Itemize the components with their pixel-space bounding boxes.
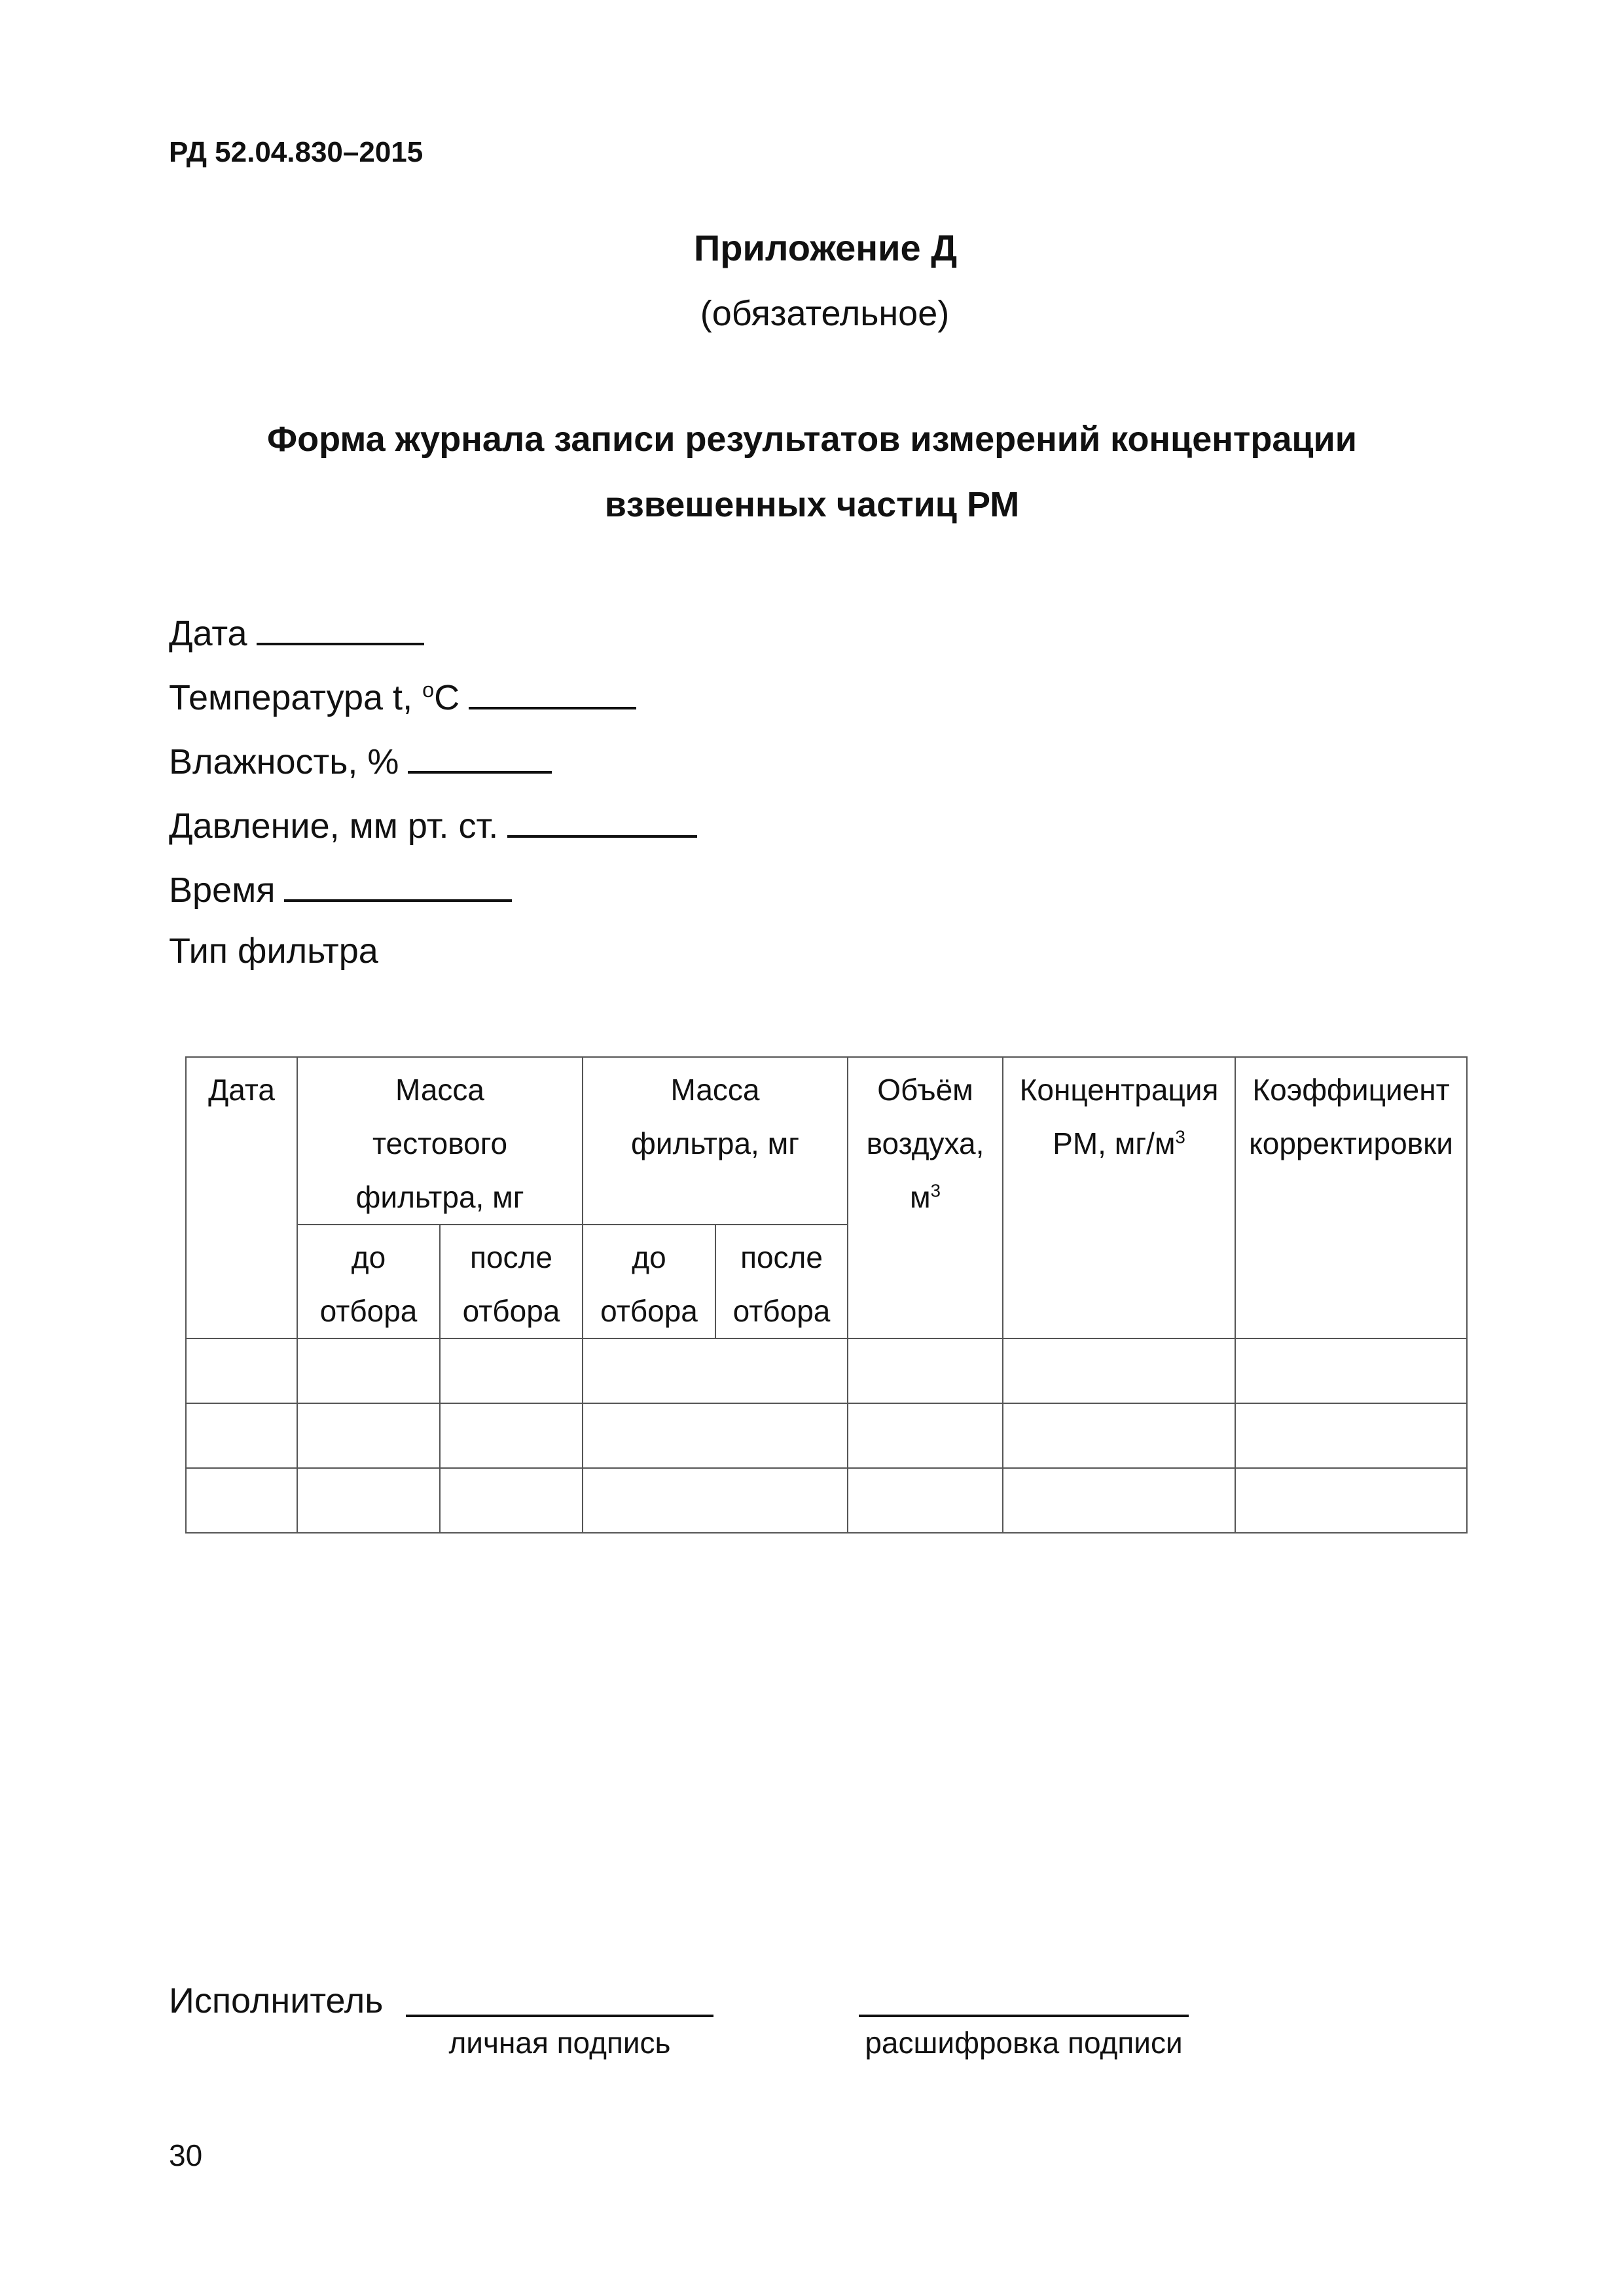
table-cell[interactable] — [440, 1468, 583, 1533]
signature-decoding-caption: расшифровка подписи — [865, 2026, 1183, 2060]
subheader-test-before: до отбора — [297, 1225, 440, 1338]
temperature-unit: С — [434, 678, 460, 717]
table-cell[interactable] — [583, 1338, 848, 1403]
table-cell[interactable] — [583, 1403, 848, 1468]
filter-type-label: Тип фильтра — [169, 931, 378, 971]
table-cell[interactable] — [297, 1338, 440, 1403]
page-number: 30 — [169, 2138, 203, 2172]
table-cell[interactable] — [583, 1468, 848, 1533]
date-field — [169, 610, 424, 654]
humidity-label: Влажность, % — [169, 742, 399, 781]
subheader-filter-before: до отбора — [583, 1225, 715, 1338]
temperature-label: Температура t, — [169, 678, 413, 717]
form-title-line-2: взвешенных частиц РМ — [604, 485, 1020, 524]
table-cell[interactable] — [1003, 1468, 1235, 1533]
table-cell[interactable] — [1235, 1468, 1467, 1533]
table-cell[interactable] — [1235, 1403, 1467, 1468]
measurement-journal-table — [185, 1056, 1468, 1534]
header-test-filter-mass: Масса тестового фильтра, мг — [297, 1057, 583, 1225]
table-row — [186, 1338, 1467, 1403]
temperature-field: Температура t, $^o$С — [169, 674, 636, 718]
humidity-blank[interactable] — [408, 738, 552, 774]
table-cell[interactable] — [186, 1468, 297, 1533]
header-filter-mass: Масса фильтра, мг — [583, 1057, 848, 1225]
temperature-blank[interactable] — [469, 674, 636, 709]
table-cell[interactable] — [848, 1338, 1003, 1403]
signature-decoding-line[interactable] — [859, 2015, 1189, 2017]
table-cell[interactable] — [848, 1403, 1003, 1468]
date-blank[interactable] — [257, 610, 424, 645]
time-label: Время — [169, 870, 276, 910]
table-row — [186, 1403, 1467, 1468]
table-row — [186, 1468, 1467, 1533]
form-title-line-1: Форма журнала записи результатов измерений концентрации — [267, 420, 1357, 459]
header-air-volume: Объём воздуха, $м^3$ — [848, 1057, 1003, 1338]
time-blank[interactable] — [284, 867, 512, 902]
table-cell[interactable] — [848, 1468, 1003, 1533]
subheader-filter-after: после отбора — [715, 1225, 848, 1338]
pressure-label: Давление, мм рт. ст. — [169, 806, 499, 846]
table-cell[interactable] — [297, 1403, 440, 1468]
performer-label: Исполнитель — [169, 1981, 384, 2020]
table-cell[interactable] — [1235, 1338, 1467, 1403]
time-field — [169, 867, 512, 910]
table-cell[interactable] — [1003, 1338, 1235, 1403]
date-label: Дата — [169, 614, 247, 653]
header-concentration: Концентрация PM, $мг/м^3$ — [1003, 1057, 1235, 1338]
header-correction-coefficient: Коэффициент корректировки — [1235, 1057, 1467, 1338]
subheader-test-after: после отбора — [440, 1225, 583, 1338]
table-cell[interactable] — [186, 1403, 297, 1468]
personal-signature-caption: личная подпись — [448, 2026, 671, 2060]
table-cell[interactable] — [297, 1468, 440, 1533]
table-cell[interactable] — [440, 1338, 583, 1403]
filter-type-field — [169, 931, 378, 971]
table-cell[interactable] — [186, 1338, 297, 1403]
appendix-status: (обязательное) — [700, 294, 950, 333]
humidity-field — [169, 738, 552, 782]
personal-signature-line[interactable] — [406, 2015, 713, 2017]
header-date: Дата — [186, 1057, 297, 1338]
pressure-field — [169, 802, 697, 846]
document-number: РД 52.04.830–2015 — [169, 136, 424, 168]
appendix-title: Приложение Д — [694, 227, 958, 268]
table-cell[interactable] — [1003, 1403, 1235, 1468]
table-cell[interactable] — [440, 1403, 583, 1468]
pressure-blank[interactable] — [507, 802, 697, 838]
